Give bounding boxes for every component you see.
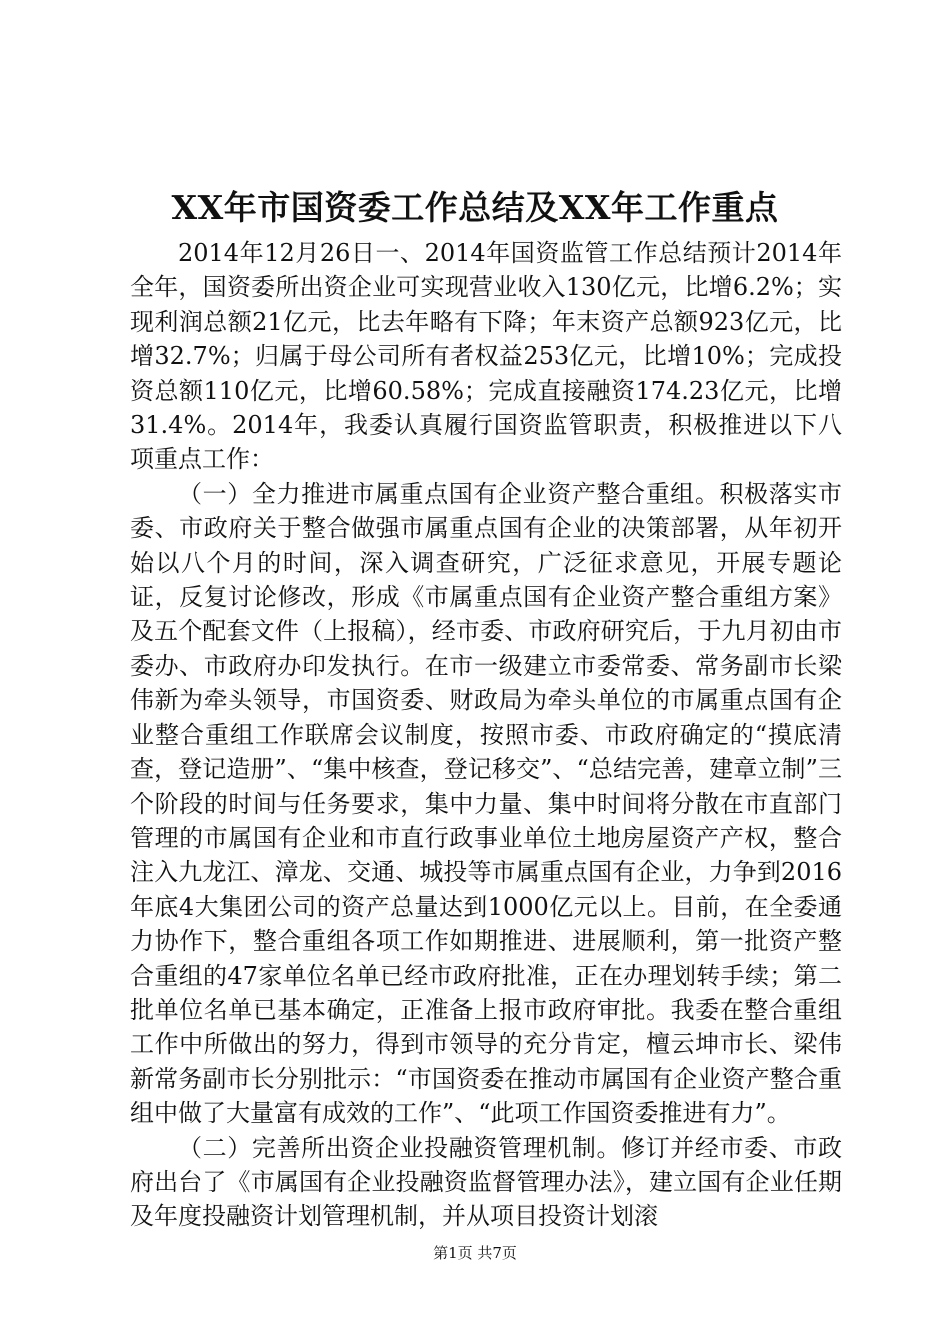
paragraph-summary: 2014年12月26日一、2014年国资监管工作总结预计2014年全年，国资委所出资企业可实现营业收入130亿元，比增6.2%；实现利润总额21亿元，比去年略有下降；年末资产总额923亿元，比增32.7%；归属于母公司所有者权益253亿元，比增10%；完成投资总额110亿元，比增60.58%；完成直接融资174.23亿元，比增31.4%。2014年，我委认真履行国资监管职责，积极推进以下八项重点工作：: [130, 239, 842, 474]
document-title: XX年市国资委工作总结及XX年工作重点: [171, 188, 779, 227]
paragraph-item-1: （一）全力推进市属重点国有企业资产整合重组。积极落实市委、市政府关于整合做强市属重点国有企业的决策部署，从年初开始以八个月的时间，深入调查研究，广泛征求意见，开展专题论证，反复讨论修改，形成《市属重点国有企业资产整合重组方案》及五个配套文件（上报稿），经市委、市政府研究后，于九月初由市委办、市政府办印发执行。在市一级建立市委常委、常务副市长梁伟新为牵头领导，市国资委、财政局为牵头单位的市属重点国有企业整合重组工作联席会议制度，按照市委、市政府确定的“摸底清查，登记造册”、“集中核查，登记移交”、“总结完善，建章立制”三个阶段的时间与任务要求，集中力量、集中时间将分散在市直部门管理的市属国有企业和市直行政事业单位土地房屋资产产权，整合注入九龙江、漳龙、交通、城投等市属重点国有企业，力争到2016年底4大集团公司的资产总量达到1000亿元以上。目前，在全委通力协作下，整合重组各项工作如期推进、进展顺利，第一批资产整合重组的47家单位名单已经市政府批准，正在办理划转手续；第二批单位名单已基本确定，正准备上报市政府审批。我委在整合重组工作中所做出的努力，得到市领导的充分肯定，檀云坤市长、梁伟新常务副市长分别批示：“市国资委在推动市属国有企业资产整合重组中做了大量富有成效的工作”、“此项工作国资委推进有力”。: [130, 479, 842, 1128]
page-footer: 第1页 共7页: [433, 1244, 517, 1262]
document-body: [130, 236, 842, 1234]
paragraph-item-2: （二）完善所出资企业投融资管理机制。修订并经市委、市政府出台了《市属国有企业投融资监督管理办法》，建立国有企业任期及年度投融资计划管理机制，并从项目投资计划滚: [130, 1133, 842, 1231]
